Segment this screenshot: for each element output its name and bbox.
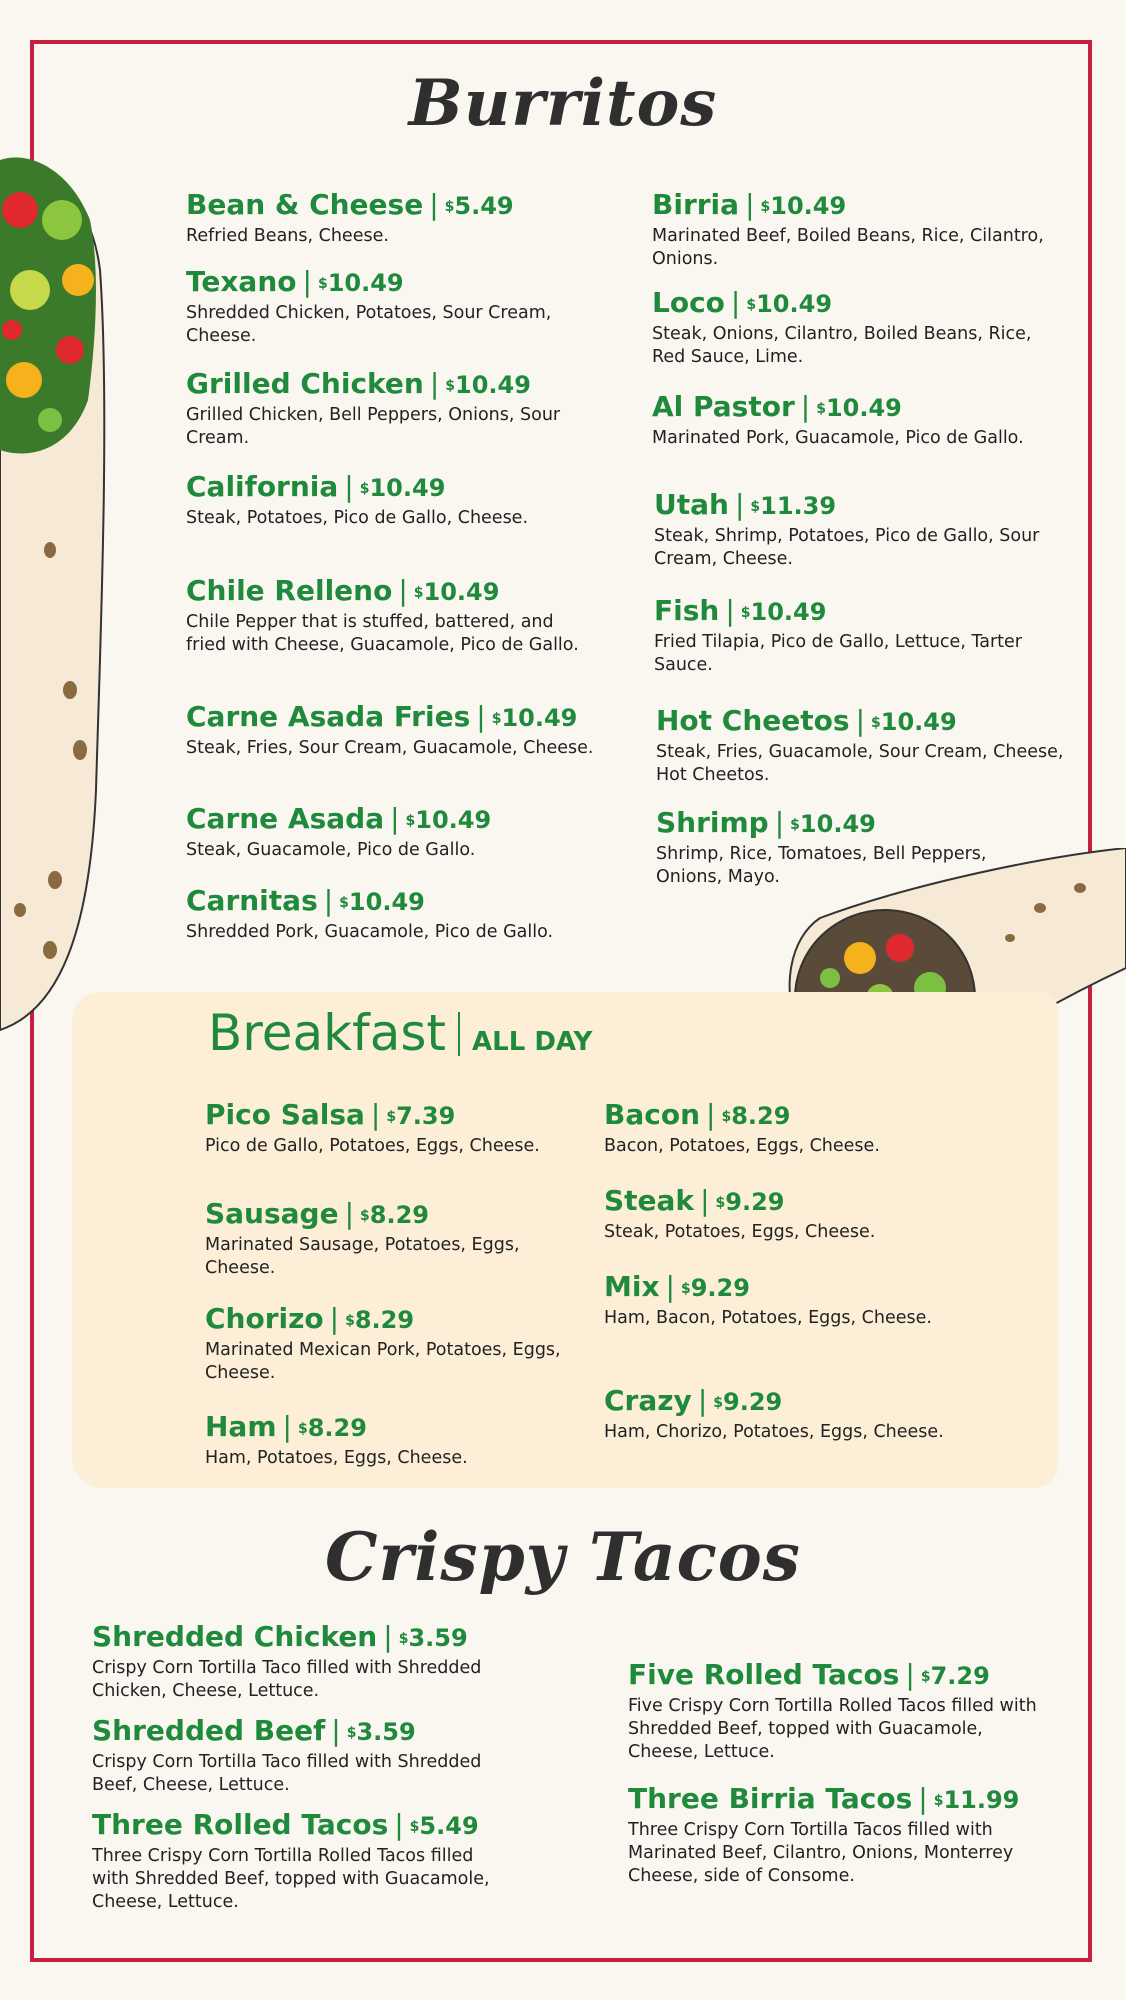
- price-separator: |: [383, 1620, 393, 1653]
- item-name-line: [186, 367, 586, 402]
- price-value: 10.49: [455, 371, 531, 399]
- item-description: Fried Tilapia, Pico de Gallo, Lettuce, Tarter Sauce.: [654, 632, 1022, 675]
- item-name: Steak: [604, 1184, 695, 1217]
- item-name-line: [205, 1302, 565, 1337]
- item-name-line: [604, 1184, 964, 1219]
- item-price: [445, 192, 514, 220]
- currency-symbol: $: [816, 401, 826, 417]
- breakfast-menu-item: [205, 1410, 565, 1470]
- price-value: 7.39: [396, 1102, 456, 1130]
- item-description: Five Crispy Corn Tortilla Rolled Tacos filled with Shredded Beef, topped with Guacamole, Cheese, Lettuce.: [628, 1696, 1037, 1762]
- item-name: Grilled Chicken: [186, 367, 424, 400]
- breakfast-menu-item: [205, 1098, 565, 1158]
- burritos-section-title: Burritos: [408, 66, 718, 141]
- item-name: Three Rolled Tacos: [92, 1808, 389, 1841]
- burritos-menu-item: [186, 802, 626, 862]
- price-separator: |: [725, 594, 735, 627]
- item-name-line: [654, 488, 1054, 523]
- item-name: Texano: [186, 265, 297, 298]
- price-value: 8.29: [307, 1414, 367, 1442]
- item-name: California: [186, 470, 339, 503]
- item-price: [406, 806, 492, 834]
- item-name: Ham: [205, 1410, 277, 1443]
- currency-symbol: $: [444, 199, 455, 215]
- currency-symbol: $: [445, 378, 456, 394]
- price-separator: |: [329, 1302, 340, 1335]
- item-name: Al Pastor: [652, 390, 795, 423]
- currency-symbol: $: [345, 1313, 355, 1329]
- currency-symbol: $: [360, 1208, 370, 1224]
- price-value: 10.49: [415, 806, 492, 834]
- item-name: Three Birria Tacos: [628, 1782, 913, 1815]
- price-separator: |: [302, 265, 312, 298]
- price-value: 11.99: [943, 1786, 1020, 1814]
- breakfast-section-title: [208, 1004, 592, 1062]
- crispy-tacos-menu-item: [92, 1714, 512, 1797]
- item-price: [681, 1274, 750, 1302]
- price-value: 10.49: [799, 810, 876, 838]
- item-description: Crispy Corn Tortilla Taco filled with Shredded Chicken, Cheese, Lettuce.: [92, 1658, 482, 1701]
- item-name-line: [186, 265, 586, 300]
- breakfast-title: Breakfast: [208, 1004, 447, 1062]
- item-description: Three Crispy Corn Tortilla Rolled Tacos filled with Shredded Beef, topped with Guacamole, Cheese, Lettuce.: [92, 1846, 490, 1912]
- currency-symbol: $: [386, 1109, 397, 1125]
- price-separator: |: [398, 574, 408, 607]
- item-name: Shrimp: [656, 806, 769, 839]
- price-value: 5.49: [419, 1812, 479, 1840]
- item-price: [386, 1102, 455, 1130]
- item-description: Steak, Fries, Sour Cream, Guacamole, Cheese.: [186, 738, 594, 758]
- item-description: Marinated Sausage, Potatoes, Eggs, Cheese.: [205, 1235, 520, 1278]
- price-value: 9.29: [725, 1188, 785, 1216]
- price-separator: |: [282, 1410, 292, 1443]
- item-price: [414, 578, 500, 606]
- price-separator: |: [774, 806, 785, 839]
- price-separator: |: [745, 188, 755, 221]
- item-description: Shredded Pork, Guacamole, Pico de Gallo.: [186, 922, 554, 942]
- currency-symbol: $: [760, 199, 771, 215]
- item-description: Shrimp, Rice, Tomatoes, Bell Peppers, Onions, Mayo.: [656, 844, 987, 887]
- price-separator: |: [905, 1658, 915, 1691]
- item-name: Birria: [652, 188, 740, 221]
- item-price: [716, 1188, 785, 1216]
- burritos-menu-item: [186, 574, 586, 657]
- currency-symbol: $: [405, 813, 416, 829]
- burritos-menu-item: [652, 390, 1052, 450]
- price-separator: |: [730, 286, 741, 319]
- price-value: 8.29: [354, 1306, 415, 1334]
- price-separator: |: [429, 367, 440, 400]
- item-name-line: [205, 1098, 565, 1133]
- item-name: Hot Cheetos: [656, 704, 850, 737]
- item-price: [741, 598, 827, 626]
- price-value: 8.29: [731, 1102, 791, 1130]
- price-value: 10.49: [423, 578, 500, 606]
- burritos-menu-item: [654, 488, 1054, 571]
- price-value: 10.49: [369, 474, 446, 502]
- item-description: Steak, Potatoes, Eggs, Cheese.: [604, 1222, 876, 1242]
- item-name: Shredded Beef: [92, 1714, 326, 1747]
- item-name-line: [652, 390, 1052, 425]
- currency-symbol: $: [317, 276, 328, 292]
- currency-symbol: $: [920, 1669, 931, 1685]
- item-name: Pico Salsa: [205, 1098, 365, 1131]
- price-separator: |: [800, 390, 811, 423]
- item-price: [761, 192, 847, 220]
- crispy-tacos-menu-item: [92, 1620, 512, 1703]
- currency-symbol: $: [398, 1631, 409, 1647]
- burrito-illustration-icon: [0, 150, 108, 1040]
- item-price: [816, 394, 902, 422]
- item-price: [347, 1718, 416, 1746]
- currency-symbol: $: [413, 585, 424, 601]
- item-price: [871, 708, 957, 736]
- item-description: Bacon, Potatoes, Eggs, Cheese.: [604, 1136, 880, 1156]
- price-value: 9.29: [690, 1274, 750, 1302]
- item-description: Shredded Chicken, Potatoes, Sour Cream, Cheese.: [186, 303, 552, 346]
- item-price: [921, 1662, 990, 1690]
- item-name-line: [186, 470, 586, 505]
- item-name: Sausage: [205, 1197, 339, 1230]
- item-name: Chile Relleno: [186, 574, 393, 607]
- item-description: Ham, Bacon, Potatoes, Eggs, Cheese.: [604, 1308, 932, 1328]
- item-name: Five Rolled Tacos: [628, 1658, 900, 1691]
- item-name: Carnitas: [186, 884, 318, 917]
- price-separator: |: [697, 1384, 708, 1417]
- item-description: Steak, Guacamole, Pico de Gallo.: [186, 840, 476, 860]
- price-value: 10.49: [327, 269, 404, 297]
- price-separator: |: [706, 1098, 716, 1131]
- price-value: 10.49: [770, 192, 847, 220]
- breakfast-menu-item: [604, 1098, 964, 1158]
- item-description: Pico de Gallo, Potatoes, Eggs, Cheese.: [205, 1136, 540, 1156]
- burritos-menu-item: [652, 286, 1052, 369]
- price-separator: |: [344, 1197, 355, 1230]
- price-value: 10.49: [501, 704, 578, 732]
- item-name-line: [652, 188, 1052, 223]
- burritos-menu-item: [656, 806, 1056, 889]
- currency-symbol: $: [715, 1195, 726, 1211]
- item-name-line: [652, 286, 1052, 321]
- item-price: [492, 704, 578, 732]
- price-separator: |: [344, 470, 354, 503]
- item-name: Mix: [604, 1270, 660, 1303]
- item-description: Chile Pepper that is stuffed, battered, and fried with Cheese, Guacamole, Pico de Gallo.: [186, 612, 579, 655]
- item-name-line: [92, 1808, 512, 1843]
- item-price: [790, 810, 876, 838]
- price-value: 10.49: [756, 290, 833, 318]
- item-price: [721, 1102, 790, 1130]
- crispy-tacos-menu-item: [628, 1658, 1048, 1764]
- item-price: [360, 1201, 429, 1229]
- burritos-menu-item: [186, 470, 586, 530]
- price-value: 7.29: [930, 1662, 990, 1690]
- price-separator: |: [476, 700, 486, 733]
- item-price: [399, 1624, 468, 1652]
- item-price: [746, 290, 832, 318]
- price-value: 10.49: [825, 394, 902, 422]
- price-separator: |: [370, 1098, 381, 1131]
- item-price: [298, 1414, 367, 1442]
- item-name-line: [628, 1782, 1048, 1817]
- item-name: Bacon: [604, 1098, 701, 1131]
- item-description: Ham, Potatoes, Eggs, Cheese.: [205, 1448, 468, 1468]
- item-name-line: [205, 1197, 565, 1232]
- item-name-line: [186, 802, 626, 837]
- currency-symbol: $: [740, 605, 751, 621]
- currency-symbol: $: [297, 1421, 308, 1437]
- price-separator: |: [855, 704, 865, 737]
- item-name-line: [654, 594, 1054, 629]
- item-description: Marinated Mexican Pork, Potatoes, Eggs, Cheese.: [205, 1340, 561, 1383]
- breakfast-menu-item: [205, 1197, 565, 1280]
- item-description: Steak, Fries, Guacamole, Sour Cream, Cheese, Hot Cheetos.: [656, 742, 1064, 785]
- price-value: 11.39: [760, 492, 837, 520]
- breakfast-menu-item: [205, 1302, 565, 1385]
- item-price: [360, 474, 446, 502]
- currency-symbol: $: [339, 895, 349, 911]
- currency-symbol: $: [746, 297, 757, 313]
- breakfast-subtitle: ALL DAY: [472, 1027, 593, 1057]
- crispy-tacos-section-title: Crispy Tacos: [325, 1518, 801, 1596]
- price-value: 5.49: [454, 192, 514, 220]
- item-description: Crispy Corn Tortilla Taco filled with Shredded Beef, Cheese, Lettuce.: [92, 1752, 482, 1795]
- price-separator: |: [734, 488, 745, 521]
- item-price: [713, 1388, 782, 1416]
- price-value: 10.49: [750, 598, 827, 626]
- currency-symbol: $: [871, 715, 881, 731]
- item-price: [445, 371, 531, 399]
- item-name-line: [604, 1098, 964, 1133]
- item-description: Grilled Chicken, Bell Peppers, Onions, Sour Cream.: [186, 405, 561, 448]
- currency-symbol: $: [750, 499, 761, 515]
- price-value: 9.29: [723, 1388, 783, 1416]
- item-name-line: [186, 884, 586, 919]
- price-separator: |: [665, 1270, 675, 1303]
- item-description: Steak, Potatoes, Pico de Gallo, Cheese.: [186, 508, 529, 528]
- item-price: [318, 269, 404, 297]
- item-name: Carne Asada Fries: [186, 700, 471, 733]
- item-description: Steak, Onions, Cilantro, Boiled Beans, Rice, Red Sauce, Lime.: [652, 324, 1032, 367]
- item-name-line: [186, 700, 626, 735]
- currency-symbol: $: [346, 1725, 357, 1741]
- price-separator: |: [331, 1714, 341, 1747]
- item-name: Loco: [652, 286, 725, 319]
- burritos-menu-item: [652, 188, 1052, 271]
- currency-symbol: $: [721, 1109, 732, 1125]
- item-name-line: [604, 1384, 964, 1419]
- item-name-line: [604, 1270, 964, 1305]
- item-price: [345, 1306, 414, 1334]
- item-price: [339, 888, 425, 916]
- item-description: Three Crispy Corn Tortilla Tacos filled with Marinated Beef, Cilantro, Onions, Monterrey Cheese, side of Consome.: [628, 1820, 1014, 1886]
- price-value: 8.29: [369, 1201, 429, 1229]
- item-name-line: [628, 1658, 1048, 1693]
- burritos-menu-item: [186, 884, 586, 944]
- item-name: Chorizo: [205, 1302, 324, 1335]
- item-description: Marinated Pork, Guacamole, Pico de Gallo.: [652, 428, 1024, 448]
- item-name: Shredded Chicken: [92, 1620, 378, 1653]
- burritos-menu-item: [654, 594, 1054, 677]
- item-name-line: [205, 1410, 565, 1445]
- item-name-line: [92, 1714, 512, 1749]
- item-name: Carne Asada: [186, 802, 385, 835]
- currency-symbol: $: [491, 711, 502, 727]
- item-description: Refried Beans, Cheese.: [186, 226, 389, 246]
- currency-symbol: $: [790, 817, 800, 833]
- currency-symbol: $: [713, 1395, 723, 1411]
- item-price: [410, 1812, 479, 1840]
- item-name-line: [656, 806, 1056, 841]
- price-value: 10.49: [348, 888, 425, 916]
- burritos-menu-item: [186, 700, 626, 760]
- item-price: [934, 1786, 1020, 1814]
- burritos-menu-item: [186, 367, 586, 450]
- price-separator: |: [390, 802, 400, 835]
- price-separator: |: [429, 188, 439, 221]
- price-value: 3.59: [408, 1624, 468, 1652]
- crispy-tacos-menu-item: [92, 1808, 512, 1914]
- item-price: [750, 492, 836, 520]
- burritos-menu-item: [656, 704, 1076, 787]
- currency-symbol: $: [409, 1819, 420, 1835]
- breakfast-menu-item: [604, 1384, 964, 1444]
- price-value: 3.59: [356, 1718, 416, 1746]
- price-separator: |: [323, 884, 334, 917]
- item-name: Bean & Cheese: [186, 188, 424, 221]
- price-value: 10.49: [880, 708, 957, 736]
- breakfast-menu-item: [604, 1270, 964, 1330]
- item-description: Ham, Chorizo, Potatoes, Eggs, Cheese.: [604, 1422, 944, 1442]
- item-name-line: [656, 704, 1076, 739]
- item-description: Marinated Beef, Boiled Beans, Rice, Cilantro, Onions.: [652, 226, 1044, 269]
- price-separator: |: [918, 1782, 928, 1815]
- item-name-line: [186, 574, 586, 609]
- item-name: Crazy: [604, 1384, 692, 1417]
- price-separator: |: [700, 1184, 710, 1217]
- crispy-tacos-menu-item: [628, 1782, 1048, 1888]
- divider: [458, 1012, 460, 1056]
- currency-symbol: $: [359, 481, 370, 497]
- item-description: Steak, Shrimp, Potatoes, Pico de Gallo, Sour Cream, Cheese.: [654, 526, 1040, 569]
- currency-symbol: $: [933, 1793, 944, 1809]
- item-name-line: [92, 1620, 512, 1655]
- item-name-line: [186, 188, 586, 223]
- currency-symbol: $: [680, 1281, 691, 1297]
- burritos-menu-item: [186, 265, 586, 348]
- burritos-menu-item: [186, 188, 586, 248]
- item-name: Utah: [654, 488, 729, 521]
- price-separator: |: [394, 1808, 404, 1841]
- item-name: Fish: [654, 594, 720, 627]
- breakfast-menu-item: [604, 1184, 964, 1244]
